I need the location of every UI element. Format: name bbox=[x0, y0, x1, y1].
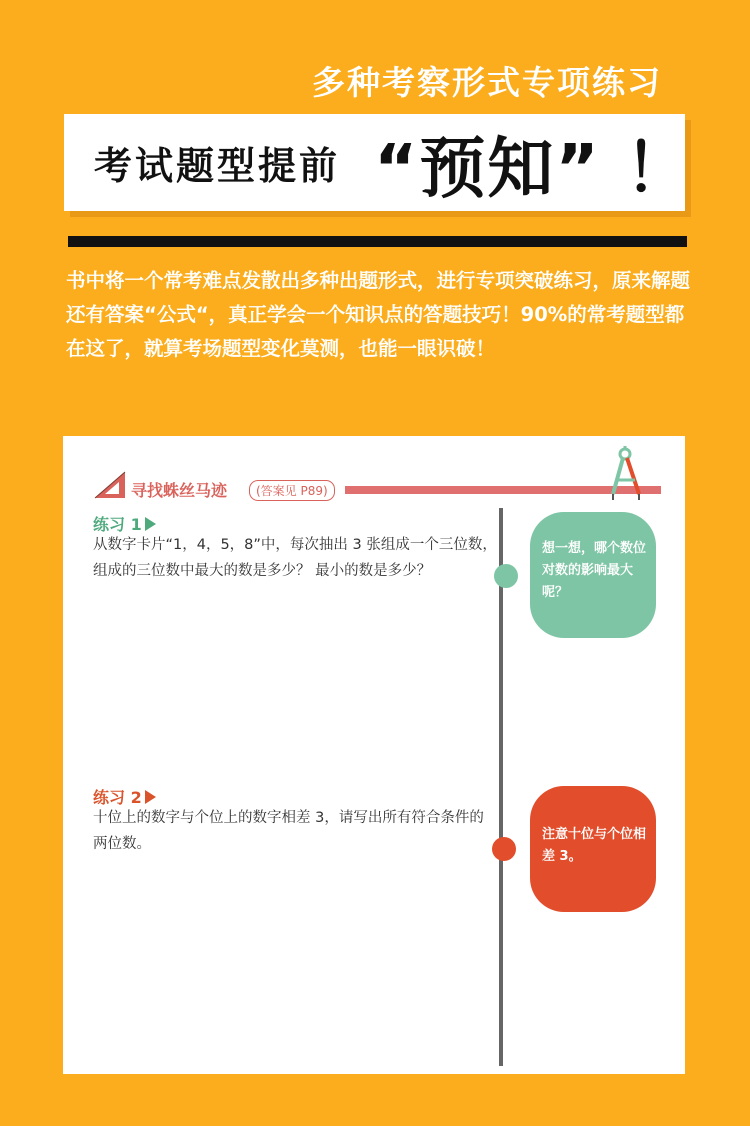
exercise-2-label-text: 练习 2 bbox=[93, 788, 142, 807]
intro-paragraph: 书中将一个常考难点发散出多种出题形式，进行专项突破练习，原来解题还有答案“公式“，真正学会一个知识点的答题技巧！90%的常考题型都在这了，就算考场题型变化莫测，也能一眼识破！ bbox=[66, 269, 691, 360]
timeline-line bbox=[499, 508, 503, 1066]
banner-main-text: 考试题型提前 bbox=[94, 144, 341, 188]
tip-bubble-2: 注意十位与个位相差 3。 bbox=[530, 786, 656, 912]
banner-quote-text: “预知” bbox=[374, 130, 601, 207]
headline-banner bbox=[64, 114, 691, 211]
timeline-dot-1 bbox=[494, 564, 518, 588]
divider-bar bbox=[68, 236, 687, 247]
section-title: 寻找蛛丝马迹 bbox=[131, 481, 228, 500]
exercise-2-text: 十位上的数字与个位上的数字相差 3，请写出所有符合条件的两位数。 bbox=[93, 810, 484, 852]
banner-exclaim: ！ bbox=[624, 130, 691, 207]
exercise-1-text: 从数字卡片“1，4，5，8”中，每次抽出 3 张组成一个三位数，组成的三位数中最大的数是多少？ 最小的数是多少？ bbox=[93, 537, 497, 579]
section-answer-ref: (答案见 P89) bbox=[249, 480, 335, 501]
compass-icon bbox=[607, 444, 657, 508]
top-title: 多种考察形式专项练习 bbox=[312, 63, 662, 102]
tip-bubble-1: 想一想，哪个数位对数的影响最大呢？ bbox=[530, 512, 656, 638]
play-triangle-icon bbox=[145, 790, 156, 804]
exercise-1-label-text: 练习 1 bbox=[93, 515, 142, 534]
play-triangle-icon bbox=[145, 517, 156, 531]
triangle-ruler-icon bbox=[93, 470, 127, 500]
sample-page-card bbox=[63, 436, 685, 1074]
timeline-dot-2 bbox=[492, 837, 516, 861]
